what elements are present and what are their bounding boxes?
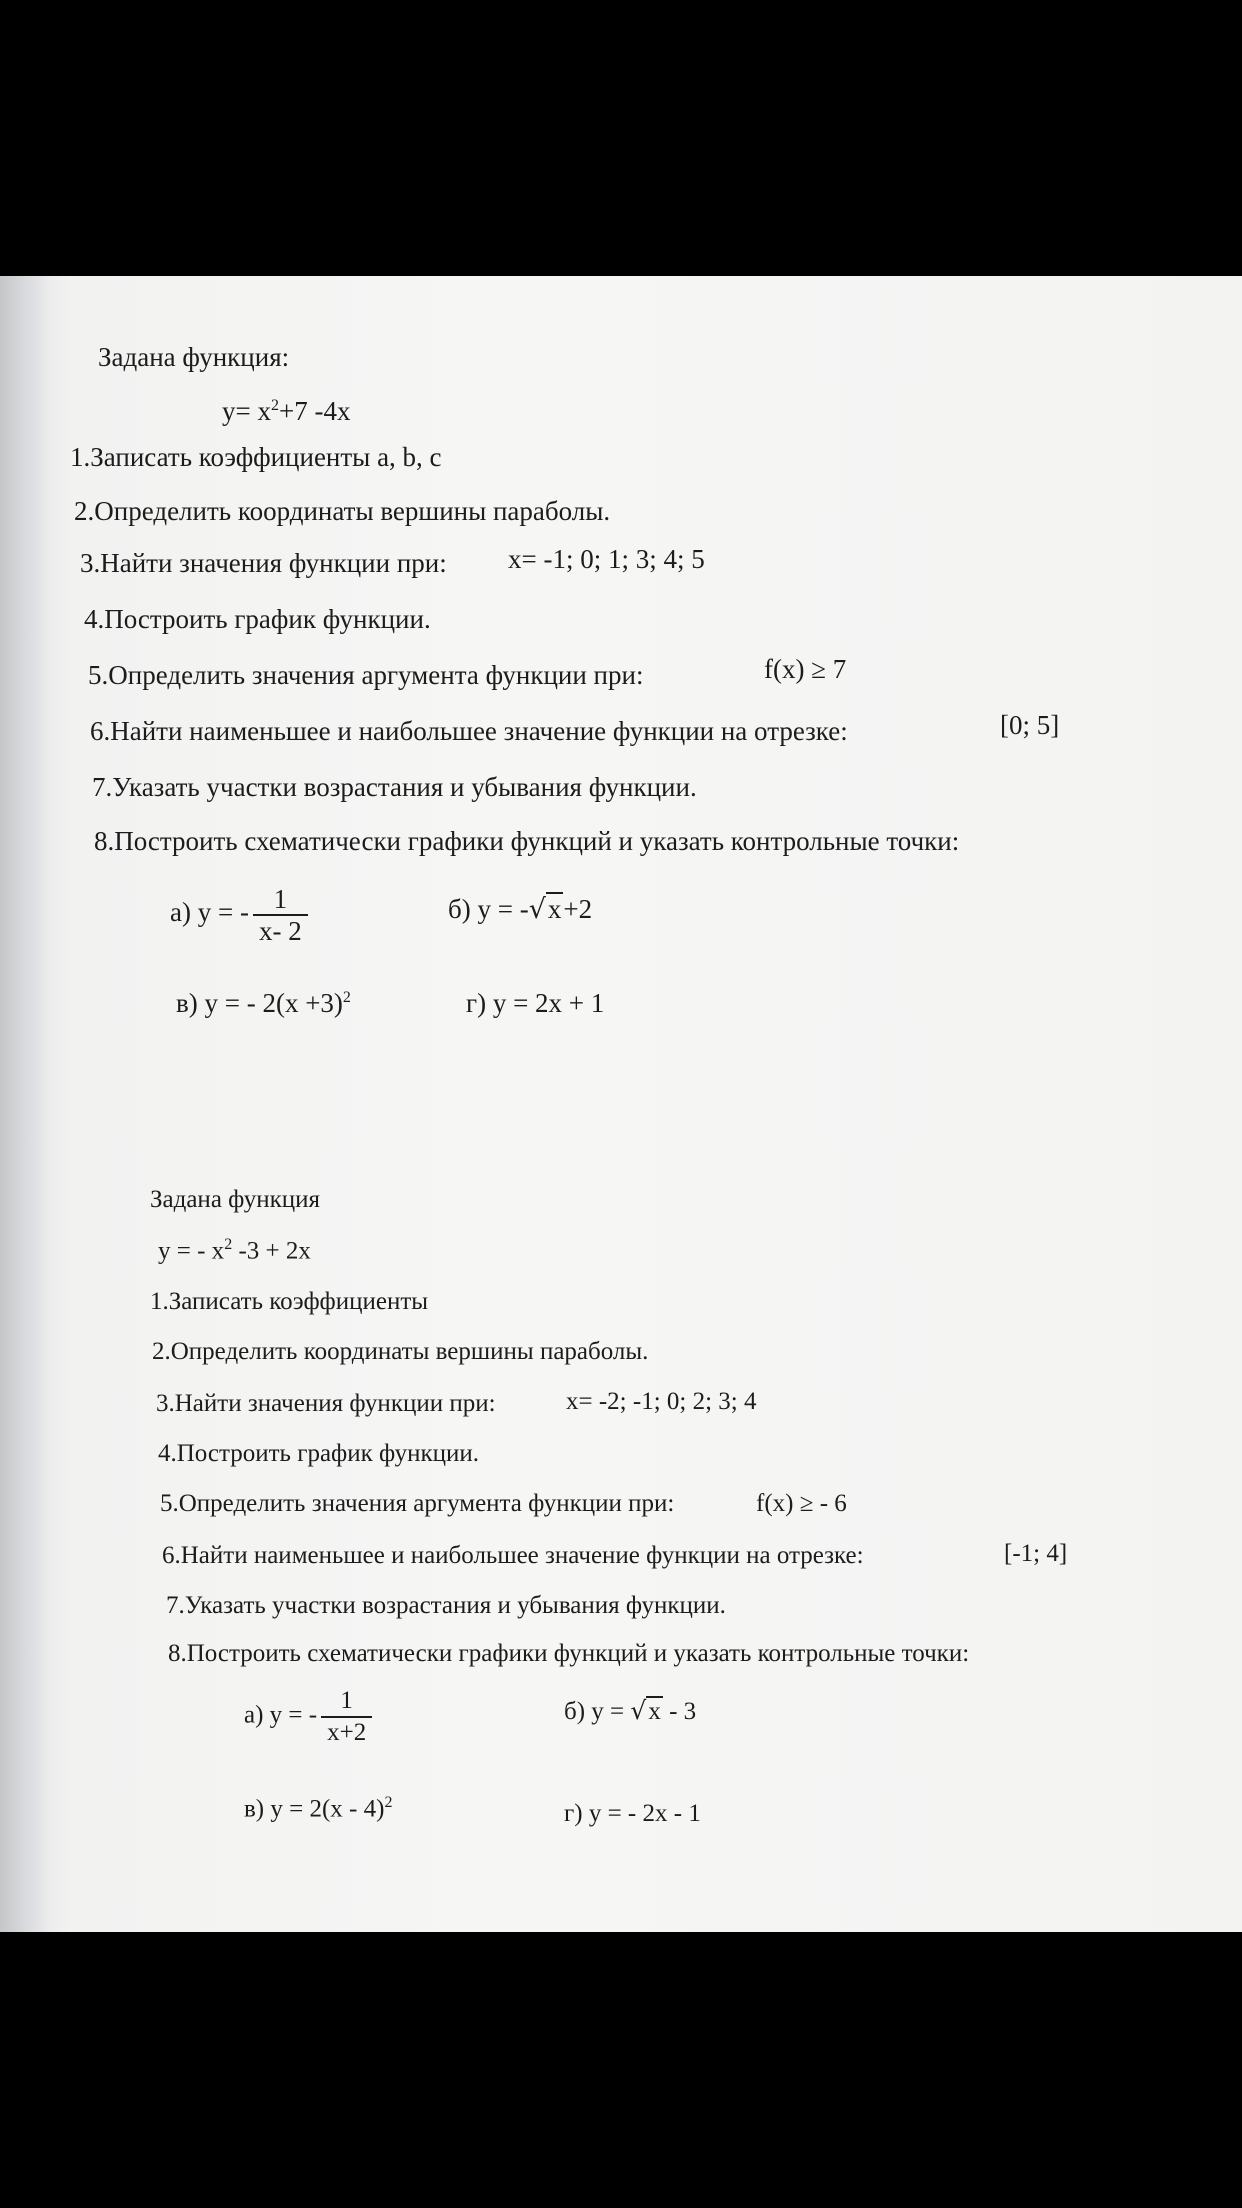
block2-task-3: 3.Найти значения функции при:: [156, 1390, 496, 1417]
block2-task-8: 8.Построить схематически графики функций и указать контрольные точки:: [168, 1640, 970, 1667]
underlying-sheet-edge: [0, 276, 48, 1932]
block2-task-3-values: x= -2; -1; 0; 2; 3; 4: [566, 1388, 757, 1415]
block2-function-post: -3 + 2x: [232, 1237, 311, 1265]
block1-task-4: 4.Построить график функции.: [84, 604, 431, 634]
block1-function-a-numerator: 1: [253, 884, 308, 916]
block1-task-8: 8.Построить схематически графики функций и указать контрольные точки:: [94, 826, 960, 856]
block1-task-5: 5.Определить значения аргумента функции при:: [88, 660, 644, 690]
block1-function-a-denominator: x- 2: [258, 916, 302, 946]
block1-task-1: 1.Записать коэффициенты a, b, c: [70, 442, 442, 472]
block2-function-b-post: - 3: [662, 1698, 697, 1725]
block1-function-b-label: б) y = -: [448, 894, 529, 924]
block1-function-exponent: 2: [270, 397, 279, 414]
block2-function-b-label: б) y =: [564, 1698, 625, 1725]
sqrt-icon: √: [630, 1696, 647, 1725]
block1-title: Задана функция:: [98, 342, 290, 372]
block1-function-a-fraction: [253, 884, 308, 946]
block2-function-a: [244, 1686, 376, 1748]
block2-task-5: 5.Определить значения аргумента функции при:: [160, 1490, 675, 1517]
block2-function-a-fraction: [321, 1686, 372, 1748]
block1-task-2: 2.Определить координаты вершины параболы.: [74, 496, 611, 526]
block2-task-6: 6.Найти наименьшее и наибольшее значение функции на отрезке:: [162, 1542, 864, 1569]
block1-function-pre: y= x: [222, 396, 271, 426]
block2-function-v-exponent: 2: [384, 1794, 393, 1811]
block2-task-6-segment: [-1; 4]: [1004, 1540, 1068, 1567]
block1-function-v-exponent: 2: [342, 989, 351, 1006]
block1-task-6-segment: [0; 5]: [1000, 710, 1060, 740]
block1-task-3-values: x= -1; 0; 1; 3; 4; 5: [508, 544, 705, 574]
block2-function-exponent: 2: [224, 1236, 233, 1253]
block2-function-a-label: а) y = -: [244, 1701, 318, 1729]
block2-function-b-radicand: x: [648, 1698, 661, 1725]
block2-function-v: [244, 1794, 392, 1823]
block1-task-5-condition: f(x) ≥ 7: [764, 654, 847, 684]
block2-function-g: г) y = - 2x - 1: [564, 1800, 701, 1827]
block2-function: [158, 1236, 311, 1265]
sqrt-icon: √: [528, 894, 546, 925]
block1-function-post: +7 -4x: [278, 396, 351, 426]
block2-function-a-denominator: x+2: [327, 1719, 367, 1746]
block2-function-pre: y = - x: [158, 1237, 225, 1265]
block2-task-1: 1.Записать коэффициенты: [150, 1288, 429, 1315]
block2-title: Задана функция: [150, 1186, 321, 1213]
block2-function-b: [564, 1696, 696, 1726]
block2-function-a-numerator: 1: [321, 1686, 372, 1718]
block2-task-5-condition: f(x) ≥ - 6: [756, 1490, 847, 1517]
block1-function-a: [170, 884, 312, 946]
block1-task-7: 7.Указать участки возрастания и убывания функции.: [92, 772, 697, 802]
block2-task-4: 4.Построить график функции.: [158, 1440, 480, 1467]
block1-task-6: 6.Найти наименьшее и наибольшее значение функции на отрезке:: [90, 716, 848, 746]
block2-task-7: 7.Указать участки возрастания и убывания функции.: [166, 1592, 726, 1619]
block1-function-v: [176, 988, 351, 1019]
worksheet-paper: [0, 276, 1242, 1932]
block1-function-a-label: а) y = -: [170, 897, 249, 928]
block1-function: [222, 396, 350, 427]
block1-function-v-label: в) y = - 2(x +3): [176, 988, 343, 1018]
block1-function-b: [448, 894, 592, 925]
block2-task-2: 2.Определить координаты вершины параболы.: [152, 1338, 649, 1365]
block1-function-g: г) y = 2x + 1: [466, 988, 605, 1018]
block1-function-b-post: +2: [563, 894, 593, 924]
block1-function-b-radicand: x: [547, 894, 562, 924]
block1-task-3: 3.Найти значения функции при:: [80, 548, 447, 578]
block2-function-v-label: в) y = 2(x - 4): [244, 1795, 385, 1823]
